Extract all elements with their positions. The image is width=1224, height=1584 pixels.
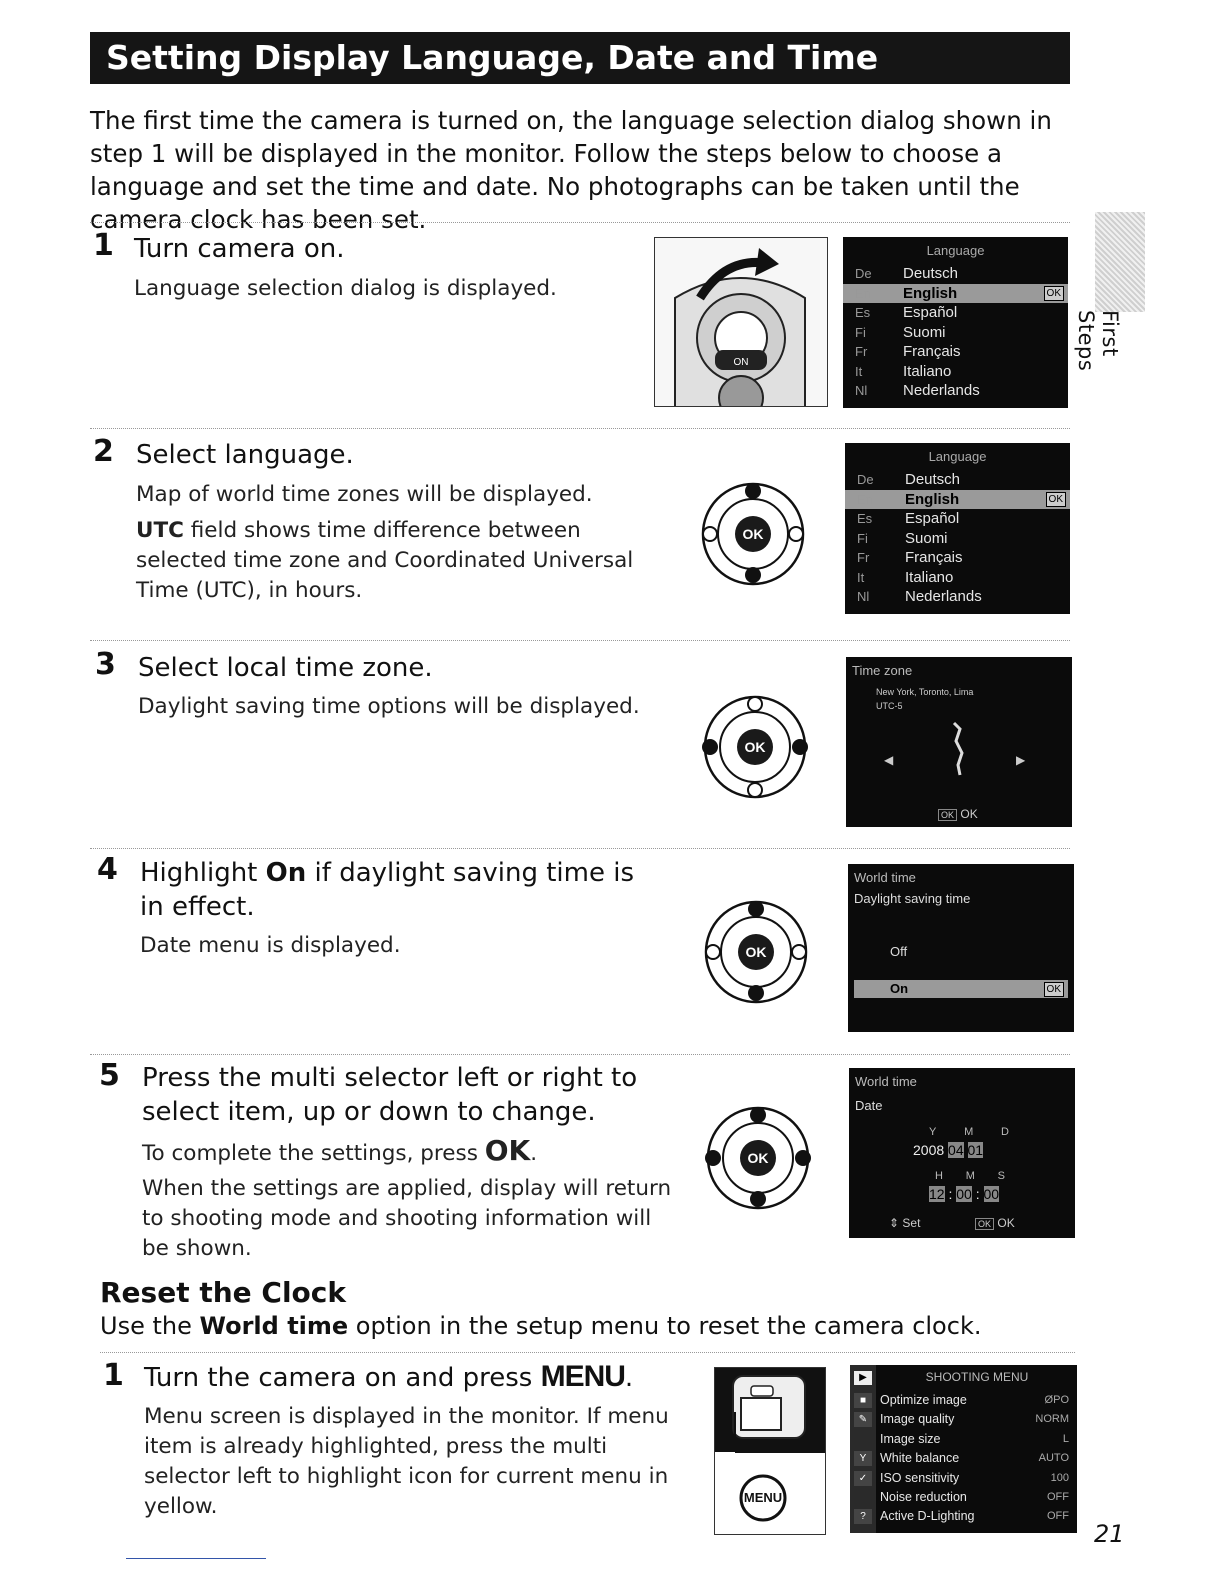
screen-subheader: Daylight saving time bbox=[854, 891, 971, 906]
dst-option-on-selected[interactable]: On OK bbox=[854, 980, 1068, 998]
screen-header: World time bbox=[854, 870, 916, 885]
language-option[interactable]: Nl Nederlands bbox=[857, 588, 982, 605]
menu-button[interactable]: MENU bbox=[743, 1490, 783, 1505]
menu-item[interactable]: ■ Optimize image ØPO bbox=[850, 1391, 1077, 1410]
dial-ok-label: OK bbox=[744, 739, 766, 755]
ok-badge: OK bbox=[1046, 492, 1066, 507]
step-description: Menu screen is displayed in the monitor. If menu item is already highlighted, press the multi selector left to highlight icon for current menu in yellow. bbox=[144, 1404, 669, 1519]
language-option[interactable]: Fr Français bbox=[857, 549, 963, 566]
ok-badge: OK bbox=[1044, 286, 1064, 301]
language-screen-step1 bbox=[843, 237, 1068, 408]
step-divider bbox=[90, 222, 1070, 223]
multi-selector-icon bbox=[703, 899, 809, 1005]
timezone-city: New York, Toronto, Lima bbox=[876, 687, 974, 697]
camera-power-switch-illustration bbox=[654, 237, 828, 407]
date-values bbox=[913, 1142, 983, 1158]
language-option[interactable]: Fi Suomi bbox=[857, 529, 948, 547]
right-arrow-icon[interactable]: ▶ bbox=[1016, 753, 1026, 767]
hms-labels: H M S bbox=[935, 1170, 1005, 1182]
intro-paragraph: The first time the camera is turned on, the language selection dialog shown in step 1 will be displayed in the monitor. Follow the steps below to choose a language and set the time and date. No photographs can be taken until the camera clock has been set. bbox=[90, 106, 1052, 234]
menu-button-illustration bbox=[714, 1367, 826, 1535]
left-arrow-icon[interactable]: ◀ bbox=[884, 753, 894, 767]
step-description: Daylight saving time options will be displayed. bbox=[138, 694, 640, 719]
day-field[interactable]: 01 bbox=[967, 1142, 984, 1158]
language-option[interactable]: Fr Français bbox=[855, 343, 961, 360]
step-description: Map of world time zones will be displayed. bbox=[136, 482, 593, 507]
pencil-icon: ✎ bbox=[854, 1412, 872, 1427]
step-number: 2 bbox=[93, 434, 114, 469]
menu-item[interactable]: ✎ Image quality NORM bbox=[850, 1410, 1077, 1429]
language-option[interactable]: Fi Suomi bbox=[855, 323, 946, 341]
minute-field[interactable]: 00 bbox=[956, 1186, 972, 1202]
language-option-selected[interactable]: En English OK bbox=[843, 284, 1068, 304]
camera-icon: ■ bbox=[854, 1393, 872, 1408]
screen-subheader: Date bbox=[855, 1098, 883, 1113]
step-number: 1 bbox=[93, 228, 114, 263]
dial-ok-label: OK bbox=[742, 526, 764, 542]
step-divider bbox=[100, 1352, 1075, 1353]
timezone-utc: UTC-5 bbox=[876, 701, 903, 711]
menu-item[interactable]: ? Active D-Lighting OFF bbox=[850, 1507, 1077, 1526]
daylight-saving-screen bbox=[848, 864, 1074, 1032]
year-field[interactable]: 2008 bbox=[913, 1142, 945, 1158]
language-option-selected[interactable]: En English OK bbox=[845, 490, 1070, 510]
date-screen bbox=[849, 1068, 1075, 1238]
step-description-utc: UTC field shows time difference between selected time zone and Coordinated Universal Time (UTC), in hours. bbox=[136, 518, 634, 603]
language-option[interactable]: Es Español bbox=[855, 304, 958, 321]
menu-item[interactable]: Image size L bbox=[880, 1431, 1069, 1446]
side-tab-label: First Steps bbox=[1074, 310, 1122, 372]
screen-header: Time zone bbox=[852, 663, 913, 678]
step-title: Select local time zone. bbox=[138, 653, 433, 683]
step-description: To complete the settings, press OK. bbox=[142, 1134, 538, 1167]
retouch-icon: ✓ bbox=[854, 1471, 872, 1486]
hour-field[interactable]: 12 bbox=[929, 1186, 945, 1202]
step-title: Press the multi selector left or right to select item, up or down to change. bbox=[142, 1063, 638, 1127]
step-description: Date menu is displayed. bbox=[140, 933, 401, 958]
step-title: Turn the camera on and press MENU. bbox=[144, 1360, 634, 1393]
language-option[interactable]: It Italiano bbox=[857, 568, 954, 586]
language-screen-step2 bbox=[845, 443, 1070, 614]
shooting-menu-screen bbox=[850, 1365, 1077, 1533]
language-option[interactable]: Es Español bbox=[857, 510, 960, 527]
step-divider bbox=[90, 428, 1070, 429]
step-title: Select language. bbox=[136, 440, 354, 470]
ok-prompt: OK OK bbox=[975, 1216, 1015, 1230]
step-divider bbox=[90, 640, 1070, 641]
time-values: 12 : 00 : 00 bbox=[929, 1186, 1000, 1202]
step-divider bbox=[90, 848, 1070, 849]
camera-icon bbox=[655, 238, 827, 406]
dial-ok-label: OK bbox=[745, 944, 767, 960]
menu-item[interactable]: ✓ ISO sensitivity 100 bbox=[850, 1469, 1077, 1488]
svg-text:ON: ON bbox=[733, 357, 749, 368]
step-description-2: When the settings are applied, display will return to shooting mode and shooting information will be shown. bbox=[142, 1176, 672, 1261]
updown-icon: ⇕ bbox=[889, 1216, 900, 1230]
page-title: Setting Display Language, Date and Time bbox=[90, 32, 1070, 84]
step-divider bbox=[90, 1054, 1070, 1055]
menu-item[interactable]: Y White balance AUTO bbox=[850, 1449, 1077, 1468]
timezone-screen bbox=[846, 657, 1072, 827]
side-tab-marker bbox=[1095, 212, 1145, 312]
step-number: 5 bbox=[99, 1058, 120, 1093]
language-option[interactable]: De Deutsch bbox=[857, 471, 961, 488]
help-icon: ? bbox=[854, 1509, 872, 1524]
ymd-labels: Y M D bbox=[929, 1126, 1009, 1138]
step-number: 3 bbox=[95, 647, 116, 682]
camera-back-icon bbox=[715, 1368, 825, 1534]
map-strip-icon bbox=[946, 719, 970, 779]
second-field[interactable]: 00 bbox=[983, 1186, 1000, 1202]
dst-option-off[interactable]: Off bbox=[890, 944, 908, 959]
ok-badge: OK bbox=[1044, 982, 1064, 997]
step-title: Highlight On if daylight saving time is in effect. bbox=[140, 858, 635, 922]
language-option[interactable]: Nl Nederlands bbox=[855, 382, 980, 399]
ok-prompt: OK OK bbox=[938, 807, 978, 821]
reset-clock-heading: Reset the Clock bbox=[100, 1276, 346, 1309]
playback-menu-icon[interactable]: ▶ bbox=[854, 1371, 872, 1385]
screen-header: SHOOTING MENU bbox=[925, 1370, 1029, 1384]
dial-ok-label: OK bbox=[747, 1150, 769, 1166]
menu-item[interactable]: Noise reduction OFF bbox=[880, 1489, 1069, 1504]
step-title: Turn camera on. bbox=[134, 234, 345, 264]
multi-selector-icon bbox=[702, 694, 808, 800]
month-field[interactable]: 04 bbox=[948, 1142, 964, 1158]
reset-clock-intro: Use the World time option in the setup menu to reset the camera clock. bbox=[100, 1312, 982, 1340]
language-option[interactable]: It Italiano bbox=[855, 362, 952, 380]
step-number: 1 bbox=[103, 1358, 124, 1393]
footer-rule bbox=[126, 1558, 266, 1559]
multi-selector-icon bbox=[705, 1105, 811, 1211]
language-option[interactable]: De Deutsch bbox=[855, 265, 959, 282]
step-number: 4 bbox=[97, 852, 118, 887]
multi-selector-icon bbox=[700, 481, 806, 587]
step-description: Language selection dialog is displayed. bbox=[134, 276, 557, 301]
screen-header: World time bbox=[855, 1074, 917, 1089]
setup-wrench-icon: Y bbox=[854, 1451, 872, 1466]
page-number: 21 bbox=[1094, 1520, 1125, 1548]
screen-header: Language bbox=[928, 449, 987, 464]
screen-header: Language bbox=[926, 243, 985, 258]
set-prompt: ⇕ Set bbox=[889, 1216, 921, 1230]
